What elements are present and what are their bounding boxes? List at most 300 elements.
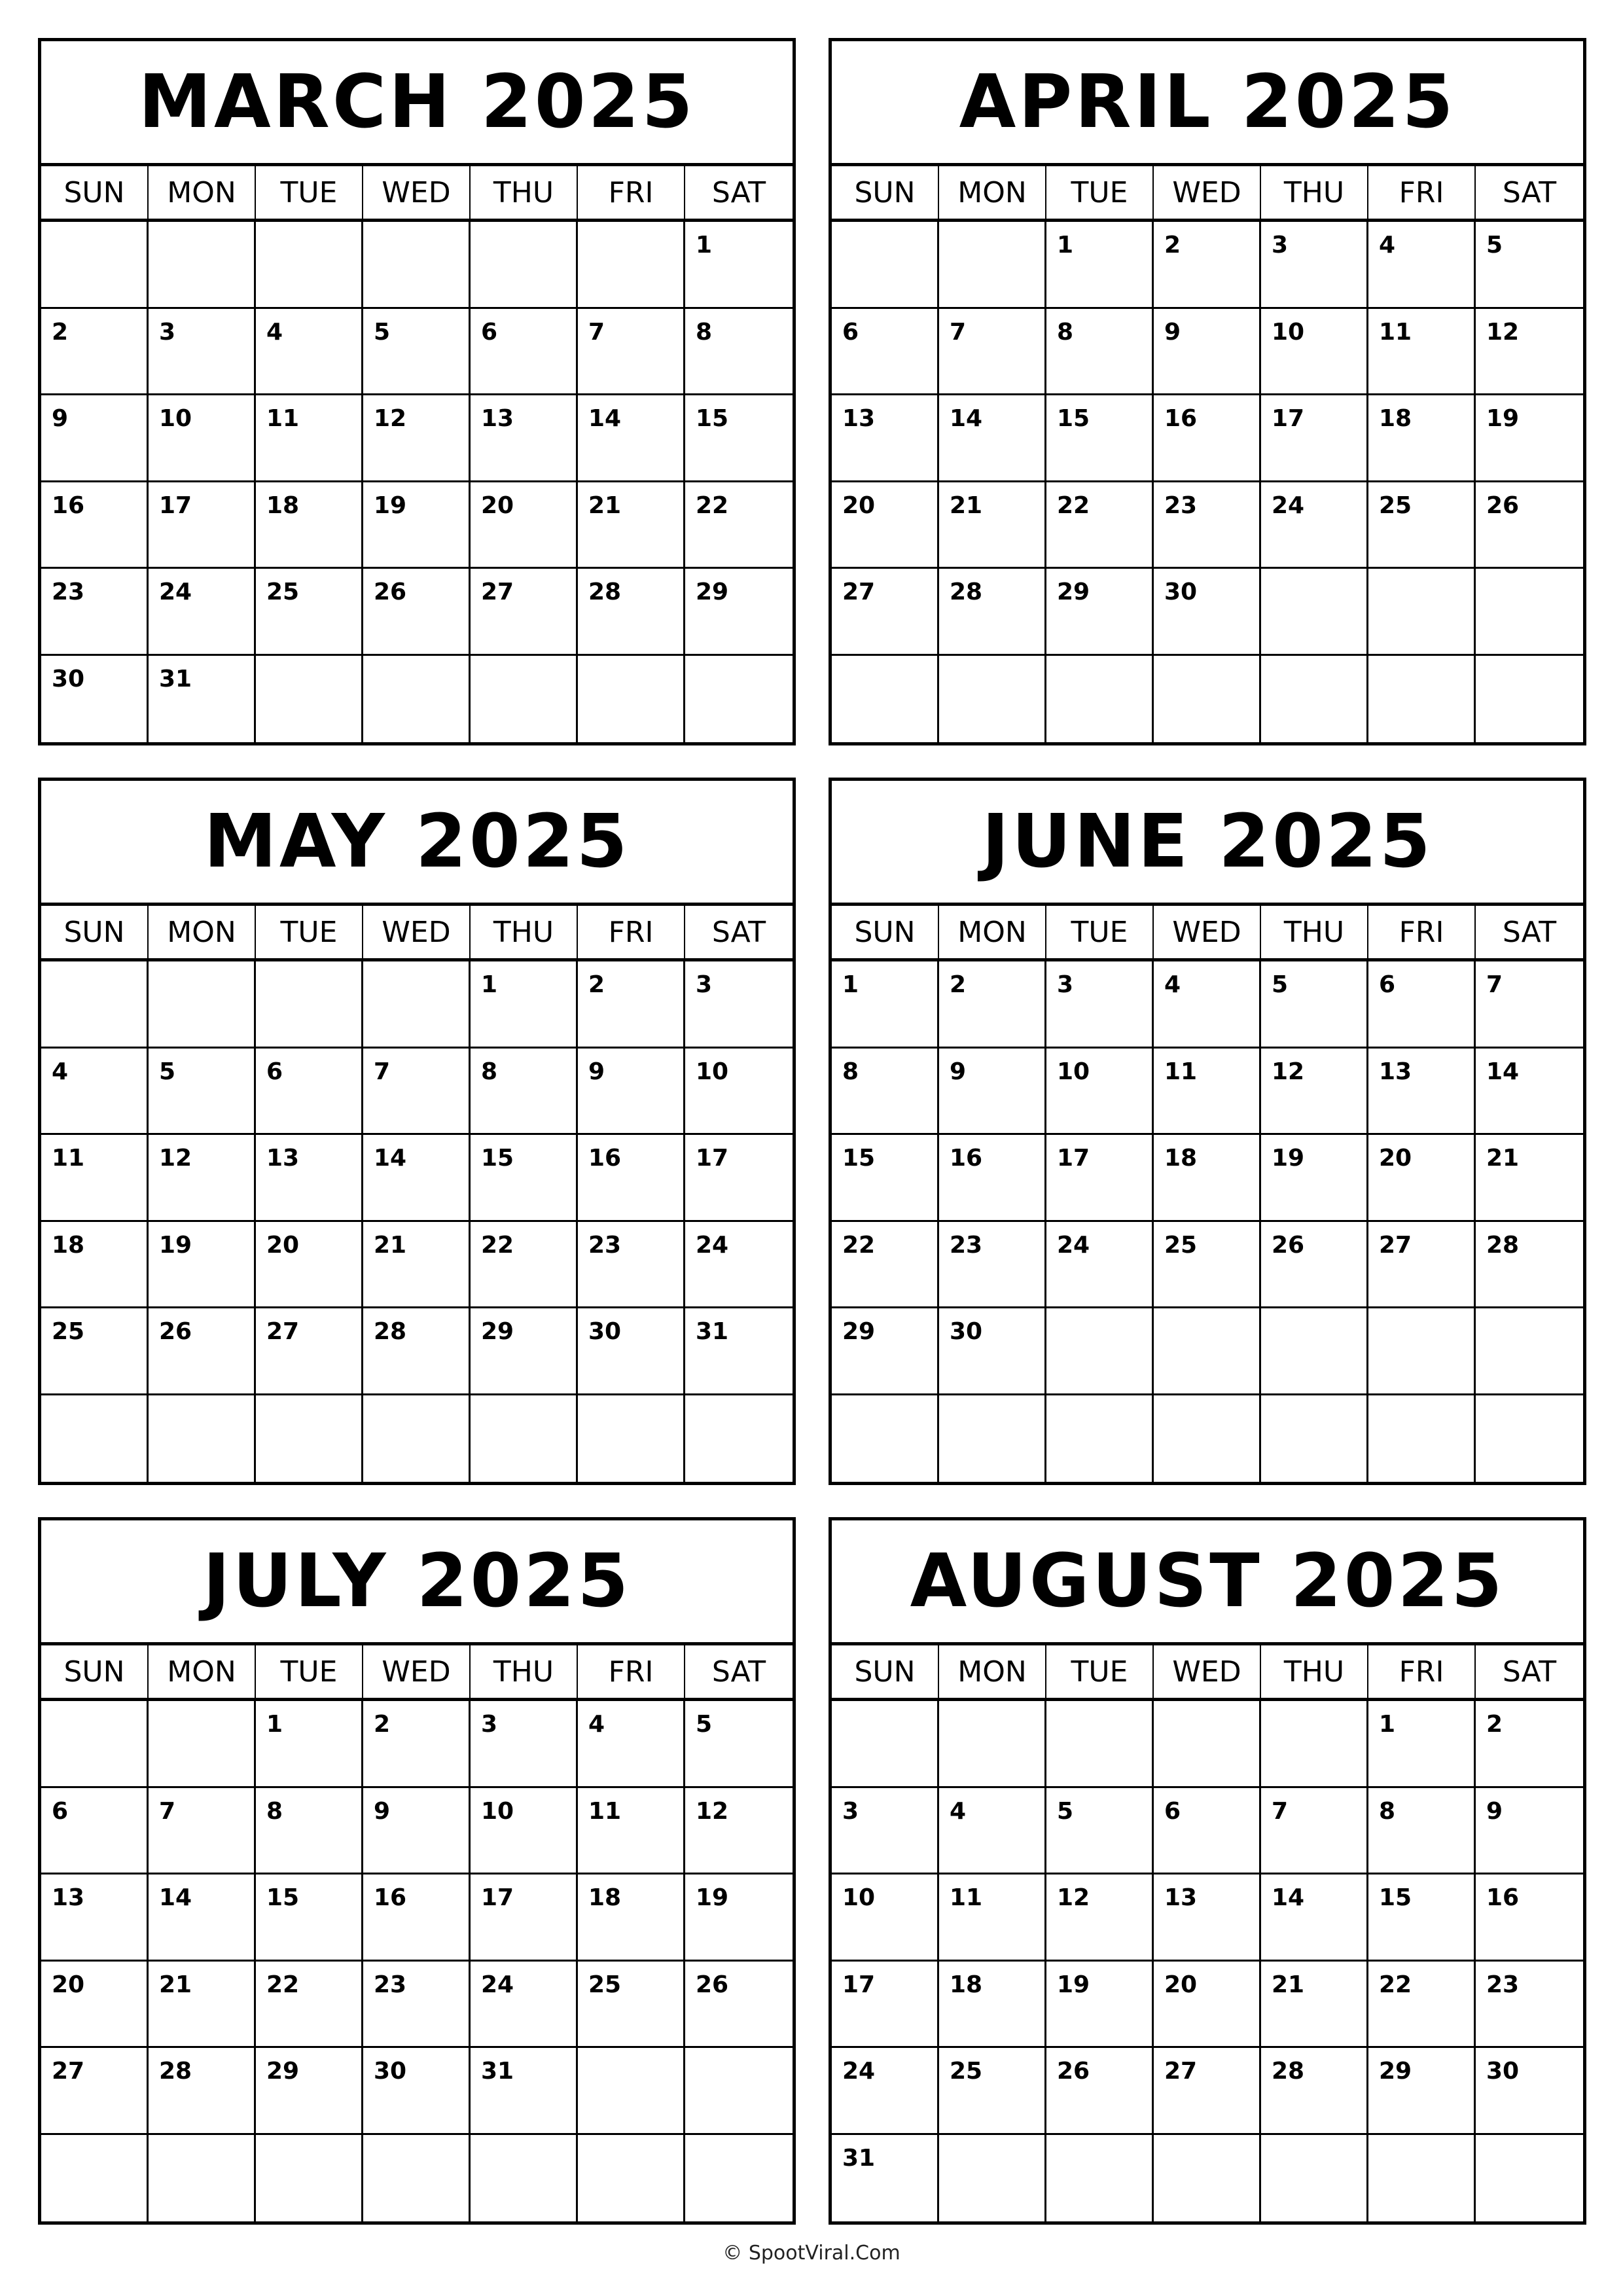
weekday-label: WED [363, 1645, 471, 1698]
day-cell: 10 [149, 395, 256, 482]
weekday-header-row [832, 166, 1583, 222]
weekday-label: MON [939, 1645, 1046, 1698]
day-cell: 11 [1368, 309, 1476, 396]
day-cell: 17 [832, 1962, 939, 2049]
day-cell [578, 2135, 685, 2222]
weekday-label: WED [1154, 1645, 1261, 1698]
day-cell: 16 [939, 1135, 1046, 1222]
day-cell: 31 [832, 2135, 939, 2222]
day-cell [939, 656, 1046, 743]
day-cell: 24 [832, 2048, 939, 2135]
day-cell: 13 [1154, 1874, 1261, 1962]
day-cell: 17 [1046, 1135, 1154, 1222]
day-cell: 22 [832, 1222, 939, 1309]
month-calendar [38, 38, 796, 745]
day-cell: 26 [685, 1962, 793, 2049]
day-cell: 21 [363, 1222, 471, 1309]
day-cell [1476, 1395, 1583, 1482]
weekday-label: THU [471, 906, 578, 958]
day-grid [41, 1701, 793, 2221]
month-title: JUNE 2025 [832, 781, 1583, 906]
day-cell: 27 [41, 2048, 149, 2135]
day-cell: 25 [41, 1308, 149, 1395]
day-cell: 12 [1046, 1874, 1154, 1962]
day-cell [41, 1701, 149, 1788]
day-cell: 4 [578, 1701, 685, 1788]
day-grid [41, 961, 793, 1482]
day-cell [832, 1395, 939, 1482]
month-calendar [829, 778, 1586, 1485]
day-cell: 7 [363, 1049, 471, 1136]
day-cell [578, 222, 685, 309]
day-cell: 22 [471, 1222, 578, 1309]
day-cell [149, 2135, 256, 2222]
day-cell: 12 [1261, 1049, 1368, 1136]
day-cell: 28 [1476, 1222, 1583, 1309]
day-cell: 20 [832, 482, 939, 569]
day-cell: 24 [1261, 482, 1368, 569]
month-title: AUGUST 2025 [832, 1520, 1583, 1645]
day-cell: 4 [256, 309, 363, 396]
day-cell: 21 [149, 1962, 256, 2049]
day-cell: 26 [1476, 482, 1583, 569]
weekday-label: WED [1154, 906, 1261, 958]
day-cell: 8 [256, 1788, 363, 1875]
day-cell: 28 [363, 1308, 471, 1395]
month-calendar [38, 778, 796, 1485]
day-cell [471, 2135, 578, 2222]
day-cell [149, 1395, 256, 1482]
day-cell: 13 [832, 395, 939, 482]
day-cell [685, 2135, 793, 2222]
day-grid [832, 961, 1583, 1482]
day-cell: 25 [578, 1962, 685, 2049]
day-cell: 15 [1046, 395, 1154, 482]
day-cell: 15 [685, 395, 793, 482]
weekday-label: SAT [1502, 915, 1557, 949]
day-cell: 23 [1476, 1962, 1583, 2049]
weekday-header-row [41, 1645, 793, 1701]
weekday-label: THU [471, 1645, 578, 1698]
day-cell: 28 [939, 569, 1046, 656]
weekday-label: FRI [1368, 1645, 1476, 1698]
day-cell [1154, 1395, 1261, 1482]
day-cell: 21 [578, 482, 685, 569]
month-title: MARCH 2025 [41, 41, 793, 166]
day-cell [939, 2135, 1046, 2222]
day-cell: 21 [1261, 1962, 1368, 2049]
day-cell: 3 [1046, 961, 1154, 1049]
day-cell: 28 [1261, 2048, 1368, 2135]
day-cell [1046, 1395, 1154, 1482]
day-cell: 29 [471, 1308, 578, 1395]
day-cell: 20 [256, 1222, 363, 1309]
footer-credit: © SpootViral.Com [722, 2242, 901, 2265]
day-cell [363, 656, 471, 743]
day-cell: 18 [939, 1962, 1046, 2049]
day-cell: 5 [1476, 222, 1583, 309]
day-cell: 8 [832, 1049, 939, 1136]
day-cell: 4 [1368, 222, 1476, 309]
day-cell [149, 222, 256, 309]
day-grid [41, 222, 793, 742]
day-cell: 17 [1261, 395, 1368, 482]
day-cell [471, 1395, 578, 1482]
weekday-label: THU [471, 166, 578, 219]
day-cell: 7 [939, 309, 1046, 396]
day-cell: 8 [685, 309, 793, 396]
day-cell: 27 [832, 569, 939, 656]
day-cell: 8 [471, 1049, 578, 1136]
day-cell: 3 [149, 309, 256, 396]
day-cell [1154, 1308, 1261, 1395]
weekday-label: TUE [256, 1645, 363, 1698]
day-cell: 4 [1154, 961, 1261, 1049]
day-cell: 12 [149, 1135, 256, 1222]
day-cell: 23 [939, 1222, 1046, 1309]
day-cell: 22 [256, 1962, 363, 2049]
weekday-label: FRI [578, 906, 685, 958]
day-cell [939, 1701, 1046, 1788]
weekday-header-row [832, 1645, 1583, 1701]
day-cell: 27 [1154, 2048, 1261, 2135]
day-cell: 1 [685, 222, 793, 309]
day-cell: 17 [685, 1135, 793, 1222]
day-cell: 11 [41, 1135, 149, 1222]
day-cell [1261, 1395, 1368, 1482]
day-cell [1261, 1308, 1368, 1395]
day-cell: 9 [1476, 1788, 1583, 1875]
day-cell [256, 2135, 363, 2222]
day-cell: 12 [685, 1788, 793, 1875]
day-cell: 30 [41, 656, 149, 743]
day-cell [41, 2135, 149, 2222]
day-cell: 29 [1368, 2048, 1476, 2135]
day-cell: 31 [149, 656, 256, 743]
day-cell [1368, 656, 1476, 743]
weekday-label: SAT [1502, 175, 1557, 209]
day-cell: 1 [256, 1701, 363, 1788]
weekday-header-row [41, 166, 793, 222]
day-cell: 25 [939, 2048, 1046, 2135]
day-cell: 20 [471, 482, 578, 569]
weekday-label: TUE [256, 906, 363, 958]
day-cell: 17 [149, 482, 256, 569]
day-cell: 18 [41, 1222, 149, 1309]
day-cell: 4 [41, 1049, 149, 1136]
day-cell [1046, 1701, 1154, 1788]
day-cell: 5 [1046, 1788, 1154, 1875]
day-cell: 29 [685, 569, 793, 656]
day-cell: 19 [685, 1874, 793, 1962]
day-cell: 9 [578, 1049, 685, 1136]
day-cell: 1 [1046, 222, 1154, 309]
day-cell [41, 1395, 149, 1482]
day-cell: 18 [1368, 395, 1476, 482]
day-cell: 13 [1368, 1049, 1476, 1136]
day-cell: 30 [578, 1308, 685, 1395]
weekday-label: MON [939, 906, 1046, 958]
day-cell: 14 [578, 395, 685, 482]
day-cell: 5 [149, 1049, 256, 1136]
day-cell: 18 [578, 1874, 685, 1962]
day-cell [1368, 1395, 1476, 1482]
day-cell: 7 [1476, 961, 1583, 1049]
weekday-header-row [832, 906, 1583, 961]
day-cell: 5 [685, 1701, 793, 1788]
day-cell [256, 222, 363, 309]
day-grid [832, 222, 1583, 742]
day-cell: 15 [471, 1135, 578, 1222]
day-cell: 24 [685, 1222, 793, 1309]
day-cell: 19 [1476, 395, 1583, 482]
day-cell: 19 [1261, 1135, 1368, 1222]
day-cell: 29 [256, 2048, 363, 2135]
day-cell [1368, 1308, 1476, 1395]
weekday-label: WED [1154, 166, 1261, 219]
day-cell [1261, 569, 1368, 656]
weekday-label: MON [939, 166, 1046, 219]
day-cell: 21 [939, 482, 1046, 569]
day-cell: 30 [939, 1308, 1046, 1395]
day-cell [1476, 1308, 1583, 1395]
day-cell [363, 222, 471, 309]
day-cell: 1 [471, 961, 578, 1049]
day-cell: 13 [256, 1135, 363, 1222]
day-cell: 13 [41, 1874, 149, 1962]
day-cell: 31 [471, 2048, 578, 2135]
day-cell: 14 [149, 1874, 256, 1962]
day-cell: 29 [832, 1308, 939, 1395]
day-cell: 16 [41, 482, 149, 569]
day-cell: 12 [1476, 309, 1583, 396]
weekday-header-row [41, 906, 793, 961]
day-cell [471, 656, 578, 743]
day-cell: 6 [832, 309, 939, 396]
day-cell [685, 656, 793, 743]
day-cell: 20 [1154, 1962, 1261, 2049]
day-cell: 23 [578, 1222, 685, 1309]
month-title: MAY 2025 [41, 781, 793, 906]
day-cell: 11 [256, 395, 363, 482]
weekday-label: FRI [1368, 166, 1476, 219]
day-cell [578, 656, 685, 743]
month-title: JULY 2025 [41, 1520, 793, 1645]
day-cell: 6 [471, 309, 578, 396]
day-cell: 4 [939, 1788, 1046, 1875]
day-cell [363, 1395, 471, 1482]
weekday-label: TUE [1046, 1645, 1154, 1698]
day-cell [832, 656, 939, 743]
weekday-label: TUE [1046, 166, 1154, 219]
day-cell: 22 [1368, 1962, 1476, 2049]
day-cell: 3 [832, 1788, 939, 1875]
day-cell: 27 [256, 1308, 363, 1395]
day-cell: 8 [1368, 1788, 1476, 1875]
day-cell: 2 [578, 961, 685, 1049]
day-cell [832, 1701, 939, 1788]
weekday-label: SUN [41, 1645, 149, 1698]
calendar-grid [38, 38, 1586, 2225]
day-cell: 28 [149, 2048, 256, 2135]
weekday-label: SUN [41, 906, 149, 958]
day-cell [1476, 2135, 1583, 2222]
day-cell: 16 [1154, 395, 1261, 482]
weekday-label: MON [149, 1645, 256, 1698]
day-cell: 25 [256, 569, 363, 656]
day-cell: 10 [471, 1788, 578, 1875]
day-cell: 24 [149, 569, 256, 656]
day-cell: 30 [1154, 569, 1261, 656]
weekday-label: SAT [711, 175, 766, 209]
day-cell: 16 [1476, 1874, 1583, 1962]
day-cell: 7 [1261, 1788, 1368, 1875]
day-cell: 14 [1261, 1874, 1368, 1962]
weekday-label: TUE [256, 166, 363, 219]
weekday-label: SAT [1502, 1655, 1557, 1689]
day-cell: 9 [41, 395, 149, 482]
day-cell [685, 2048, 793, 2135]
day-cell: 5 [363, 309, 471, 396]
weekday-label: SUN [832, 1645, 939, 1698]
day-cell: 11 [578, 1788, 685, 1875]
day-cell: 23 [1154, 482, 1261, 569]
day-cell: 19 [1046, 1962, 1154, 2049]
day-cell: 24 [471, 1962, 578, 2049]
day-cell: 26 [363, 569, 471, 656]
day-cell: 23 [41, 569, 149, 656]
day-cell [1154, 656, 1261, 743]
day-cell: 30 [1476, 2048, 1583, 2135]
weekday-label: THU [1261, 1645, 1368, 1698]
day-cell: 16 [363, 1874, 471, 1962]
month-calendar [829, 38, 1586, 745]
day-cell: 1 [1368, 1701, 1476, 1788]
day-cell: 9 [939, 1049, 1046, 1136]
day-cell: 10 [832, 1874, 939, 1962]
weekday-label: SUN [832, 906, 939, 958]
day-cell: 25 [1368, 482, 1476, 569]
day-cell: 1 [832, 961, 939, 1049]
day-cell: 25 [1154, 1222, 1261, 1309]
day-cell: 20 [1368, 1135, 1476, 1222]
day-cell: 23 [363, 1962, 471, 2049]
day-cell: 9 [1154, 309, 1261, 396]
day-cell [256, 961, 363, 1049]
day-cell: 2 [363, 1701, 471, 1788]
day-cell: 10 [1046, 1049, 1154, 1136]
weekday-label: MON [149, 166, 256, 219]
day-cell: 3 [1261, 222, 1368, 309]
day-cell: 2 [41, 309, 149, 396]
month-calendar [38, 1517, 796, 2225]
day-cell [1261, 2135, 1368, 2222]
month-title: APRIL 2025 [832, 41, 1583, 166]
day-cell: 7 [149, 1788, 256, 1875]
day-cell [471, 222, 578, 309]
day-cell: 22 [1046, 482, 1154, 569]
day-cell [256, 1395, 363, 1482]
day-cell: 15 [832, 1135, 939, 1222]
day-cell: 27 [1368, 1222, 1476, 1309]
day-cell [149, 961, 256, 1049]
weekday-label: THU [1261, 166, 1368, 219]
day-cell: 15 [256, 1874, 363, 1962]
day-cell [1046, 656, 1154, 743]
day-cell: 8 [1046, 309, 1154, 396]
day-cell: 20 [41, 1962, 149, 2049]
day-cell: 3 [685, 961, 793, 1049]
day-cell [578, 1395, 685, 1482]
day-cell [1261, 1701, 1368, 1788]
day-cell [41, 222, 149, 309]
day-cell: 14 [939, 395, 1046, 482]
day-cell [1368, 569, 1476, 656]
day-cell: 14 [363, 1135, 471, 1222]
day-cell: 9 [363, 1788, 471, 1875]
day-cell: 10 [685, 1049, 793, 1136]
day-cell: 17 [471, 1874, 578, 1962]
day-cell: 14 [1476, 1049, 1583, 1136]
day-cell [363, 2135, 471, 2222]
weekday-label: FRI [1368, 906, 1476, 958]
day-cell: 6 [256, 1049, 363, 1136]
month-calendar [829, 1517, 1586, 2225]
day-cell: 28 [578, 569, 685, 656]
day-cell [578, 2048, 685, 2135]
day-cell: 27 [471, 569, 578, 656]
day-cell: 2 [1154, 222, 1261, 309]
day-cell [1046, 2135, 1154, 2222]
day-cell: 6 [1368, 961, 1476, 1049]
day-cell [939, 1395, 1046, 1482]
day-cell [832, 222, 939, 309]
day-grid [832, 1701, 1583, 2221]
day-cell: 11 [939, 1874, 1046, 1962]
day-cell [1261, 656, 1368, 743]
weekday-label: FRI [578, 166, 685, 219]
day-cell: 31 [685, 1308, 793, 1395]
day-cell: 30 [363, 2048, 471, 2135]
day-cell: 6 [41, 1788, 149, 1875]
weekday-label: WED [363, 906, 471, 958]
day-cell [685, 1395, 793, 1482]
weekday-label: SUN [832, 166, 939, 219]
day-cell [1368, 2135, 1476, 2222]
day-cell [1476, 656, 1583, 743]
weekday-label: MON [149, 906, 256, 958]
weekday-label: FRI [578, 1645, 685, 1698]
day-cell [939, 222, 1046, 309]
day-cell: 19 [149, 1222, 256, 1309]
day-cell [363, 961, 471, 1049]
day-cell [1046, 1308, 1154, 1395]
weekday-label: SAT [711, 1655, 766, 1689]
weekday-label: SAT [711, 915, 766, 949]
day-cell: 5 [1261, 961, 1368, 1049]
day-cell [1154, 1701, 1261, 1788]
day-cell [1476, 569, 1583, 656]
day-cell [41, 961, 149, 1049]
day-cell: 18 [256, 482, 363, 569]
day-cell: 26 [1046, 2048, 1154, 2135]
day-cell [1154, 2135, 1261, 2222]
day-cell: 2 [1476, 1701, 1583, 1788]
day-cell: 21 [1476, 1135, 1583, 1222]
day-cell: 24 [1046, 1222, 1154, 1309]
day-cell: 19 [363, 482, 471, 569]
day-cell: 22 [685, 482, 793, 569]
